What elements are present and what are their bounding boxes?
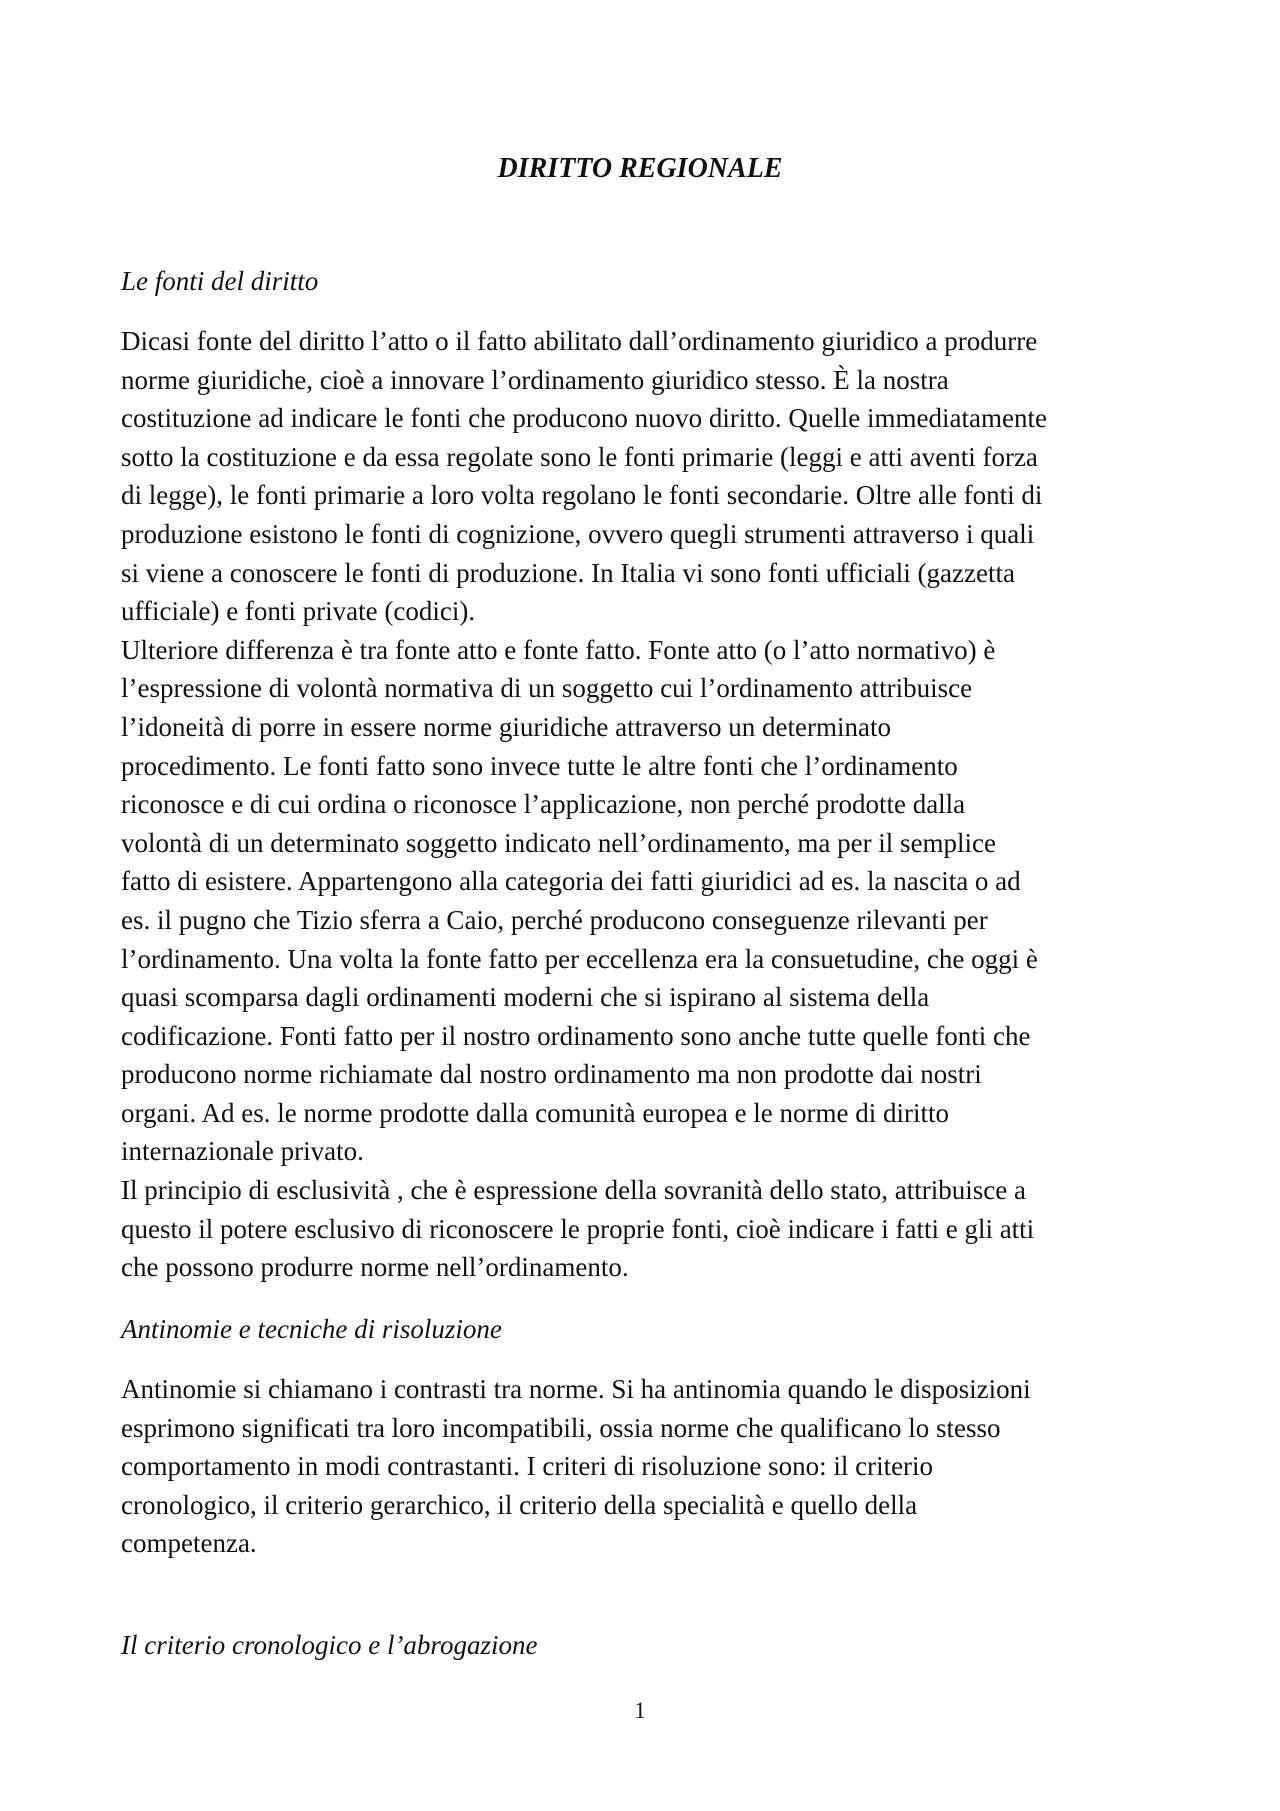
- section-heading-criterio-cronologico: Il criterio cronologico e l’abrogazione: [121, 1630, 538, 1660]
- paragraph-line: Antinomie si chiamano i contrasti tra norme. Si ha antinomia quando le disposizioni: [121, 1374, 1031, 1404]
- paragraph-line: ufficiale) e fonti private (codici).: [121, 596, 476, 627]
- paragraph-line: quasi scomparsa dagli ordinamenti moderni che si ispirano al sistema della: [121, 982, 930, 1013]
- paragraph-line: fatto di esistere. Appartengono alla categoria dei fatti giuridici ad es. la nascita o ad: [121, 866, 1021, 897]
- paragraph-line: internazionale privato.: [121, 1136, 364, 1167]
- paragraph-line: procedimento. Le fonti fatto sono invece tutte le altre fonti che l’ordinamento: [121, 750, 958, 781]
- section-heading-antinomie: Antinomie e tecniche di risoluzione: [121, 1314, 502, 1344]
- paragraph-line: l’ordinamento. Una volta la fonte fatto per eccellenza era la consuetudine, che oggi è: [121, 943, 1038, 974]
- paragraph-line: esprimono significati tra loro incompatibili, ossia norme che qualificano lo stesso: [121, 1412, 1001, 1443]
- paragraph-line: si viene a conoscere le fonti di produzione. In Italia vi sono fonti ufficiali (gazzetta: [121, 557, 1015, 588]
- paragraph-line: competenza.: [121, 1528, 257, 1559]
- paragraph-line: questo il potere esclusivo di riconoscere le proprie fonti, cioè indicare i fatti e gli atti: [121, 1213, 1035, 1244]
- section-body-fonti: [121, 322, 1171, 1287]
- paragraph-line: volontà di un determinato soggetto indicato nell’ordinamento, ma per il semplice: [121, 827, 997, 858]
- paragraph-line: producono norme richiamate dal nostro ordinamento ma non prodotte dai nostri: [121, 1059, 982, 1090]
- paragraph-line: sotto la costituzione e da essa regolate sono le fonti primarie (leggi e atti aventi forza: [121, 441, 1038, 472]
- paragraph-line: Dicasi fonte del diritto l’atto o il fatto abilitato dall’ordinamento giuridico a produrre: [121, 326, 1038, 356]
- paragraph-line: costituzione ad indicare le fonti che producono nuovo diritto. Quelle immediatamente: [121, 403, 1047, 434]
- paragraph-line: l’idoneità di porre in essere norme giuridiche attraverso un determinato: [121, 711, 891, 742]
- document-title: DIRITTO REGIONALE: [497, 153, 783, 184]
- paragraph-line: codificazione. Fonti fatto per il nostro ordinamento sono anche tutte quelle fonti che: [121, 1020, 1031, 1051]
- paragraph-line: Ulteriore differenza è tra fonte atto e fonte fatto. Fonte atto (o l’atto normativo) è: [121, 634, 996, 665]
- paragraph-line: di legge), le fonti primarie a loro volta regolano le fonti secondarie. Oltre alle fonti di: [121, 480, 1043, 511]
- paragraph-line: comportamento in modi contrastanti. I criteri di risoluzione sono: il criterio: [121, 1451, 934, 1482]
- section-heading-fonti: Le fonti del diritto: [121, 266, 319, 296]
- paragraph-line: produzione esistono le fonti di cognizione, ovvero quegli strumenti attraverso i quali: [121, 518, 1035, 549]
- paragraph-line: es. il pugno che Tizio sferra a Caio, perché producono conseguenze rilevanti per: [121, 904, 988, 935]
- paragraph-line: riconosce e di cui ordina o riconosce l’applicazione, non perché prodotte dalla: [121, 789, 966, 820]
- paragraph-line: Il principio di esclusività , che è espressione della sovranità dello stato, attribuisce a: [121, 1175, 1026, 1206]
- paragraph-line: che possono produrre norme nell’ordinamento.: [121, 1252, 629, 1283]
- page-number: 1: [634, 1698, 646, 1723]
- paragraph-line: norme giuridiche, cioè a innovare l’ordinamento giuridico stesso. È la nostra: [121, 364, 949, 395]
- paragraph-line: l’espressione di volontà normativa di un soggetto cui l’ordinamento attribuisce: [121, 673, 973, 704]
- paragraph-line: cronologico, il criterio gerarchico, il criterio della specialità e quello della: [121, 1489, 918, 1520]
- paragraph-line: organi. Ad es. le norme prodotte dalla comunità europea e le norme di diritto: [121, 1097, 950, 1128]
- section-body-antinomie: [121, 1370, 1171, 1563]
